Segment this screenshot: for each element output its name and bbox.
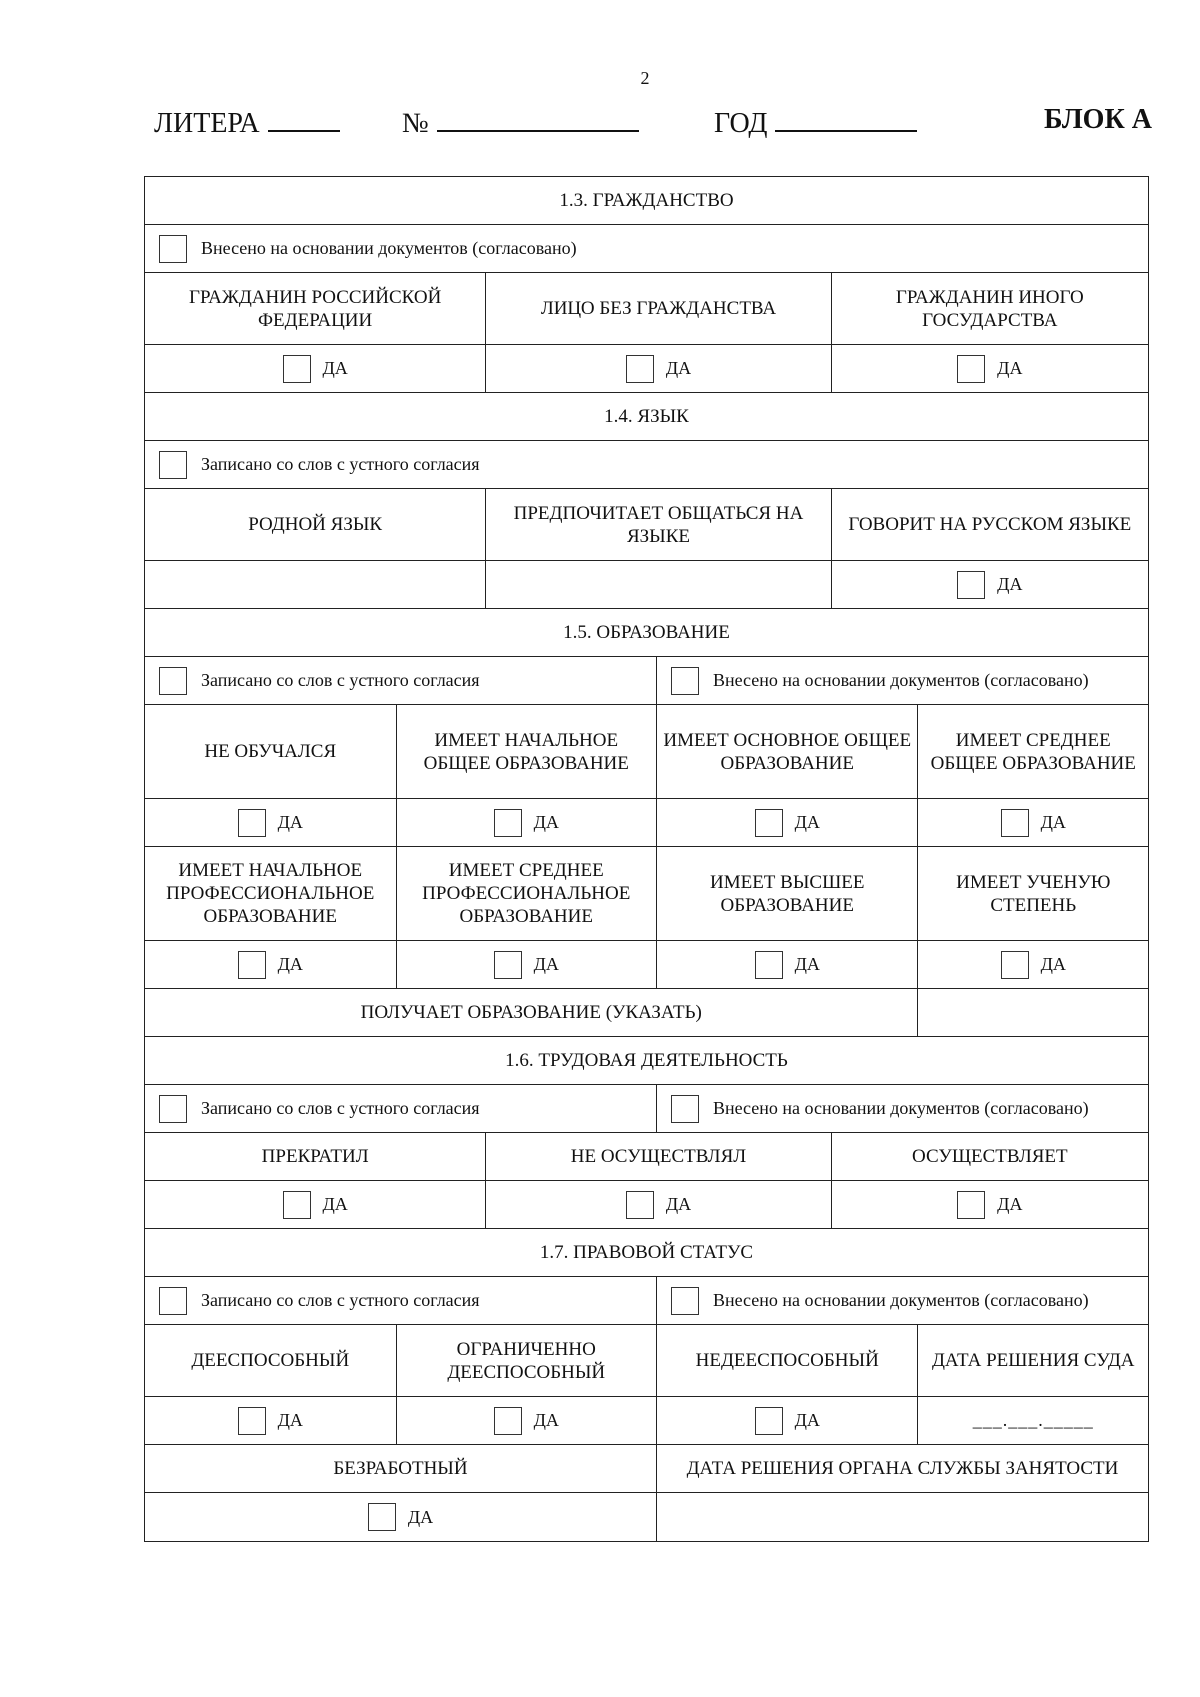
language-title: 1.4. ЯЗЫК [604, 406, 689, 427]
checkbox[interactable] [957, 1191, 985, 1219]
education-basic-yes[interactable] [657, 799, 918, 846]
legal-basis-docs[interactable] [657, 1277, 1148, 1324]
year-blank[interactable] [775, 104, 917, 132]
checkbox[interactable] [238, 951, 266, 979]
litera-field[interactable] [154, 104, 340, 140]
work-basis-oral[interactable] [145, 1085, 657, 1132]
yes-label: ДА [794, 954, 820, 974]
checkbox[interactable] [671, 1095, 699, 1123]
citizenship-col-stateless: ЛИЦО БЕЗ ГРАЖДАНСТВА [486, 273, 831, 344]
year-label: ГОД [714, 108, 768, 139]
checkbox[interactable] [283, 1191, 311, 1219]
citizenship-rf-yes[interactable] [145, 345, 486, 392]
checkbox[interactable] [159, 451, 187, 479]
language-basis[interactable] [145, 441, 1148, 488]
number-field[interactable] [402, 104, 639, 140]
russian-yes[interactable] [832, 561, 1148, 608]
education-col-higher: ИМЕЕТ ВЫСШЕЕ ОБРАЗОВАНИЕ [657, 847, 918, 940]
checkbox[interactable] [159, 235, 187, 263]
number-blank[interactable] [437, 104, 639, 132]
education-primary-prof-yes[interactable] [145, 941, 397, 988]
yes-label: ДА [1040, 812, 1066, 832]
unemployed-yes[interactable] [145, 1493, 657, 1541]
yes-label: ДА [407, 1506, 434, 1527]
language-col-russian: ГОВОРИТ НА РУССКОМ ЯЗЫКЕ [848, 514, 1132, 535]
yes-label: ДА [665, 1194, 692, 1214]
legal-col-capable: ДЕЕСПОСОБНЫЙ [145, 1325, 397, 1396]
education-col-primary-prof: ИМЕЕТ НАЧАЛЬНОЕ ПРОФЕССИОНАЛЬНОЕ ОБРАЗОВАНИЕ [145, 847, 397, 940]
court-date-blank: ___.___._____ [972, 1410, 1094, 1430]
checkbox[interactable] [159, 667, 187, 695]
education-none-yes[interactable] [145, 799, 397, 846]
checkbox[interactable] [755, 1407, 783, 1435]
legal-limited-yes[interactable] [397, 1397, 657, 1444]
education-studying-label: ПОЛУЧАЕТ ОБРАЗОВАНИЕ (УКАЗАТЬ) [145, 989, 918, 1036]
yes-label: ДА [533, 954, 559, 974]
checkbox[interactable] [494, 1407, 522, 1435]
checkbox[interactable] [626, 1191, 654, 1219]
checkbox[interactable] [1001, 951, 1029, 979]
education-title: 1.5. ОБРАЗОВАНИЕ [563, 622, 730, 643]
work-stopped-yes[interactable] [145, 1181, 486, 1228]
number-label: № [402, 108, 429, 139]
work-never-yes[interactable] [486, 1181, 831, 1228]
education-secondary-yes[interactable] [918, 799, 1148, 846]
education-degree-yes[interactable] [918, 941, 1148, 988]
checkbox[interactable] [626, 355, 654, 383]
unemployed-label: БЕЗРАБОТНЫЙ [145, 1445, 657, 1492]
native-language-field[interactable] [145, 561, 486, 608]
education-basis-docs[interactable] [657, 657, 1148, 704]
yes-label: ДА [794, 812, 820, 832]
yes-label: ДА [277, 1410, 303, 1430]
checkbox[interactable] [1001, 809, 1029, 837]
education-secondary-prof-yes[interactable] [397, 941, 657, 988]
citizenship-basis-label: Внесено на основании документов (согласовано) [201, 238, 577, 258]
language-col-preferred: ПРЕДПОЧИТАЕТ ОБЩАТЬСЯ НА ЯЗЫКЕ [486, 489, 831, 560]
checkbox[interactable] [159, 1287, 187, 1315]
work-col-working: ОСУЩЕСТВЛЯЕТ [912, 1146, 1068, 1167]
legal-title: 1.7. ПРАВОВОЙ СТАТУС [539, 1242, 754, 1263]
checkbox[interactable] [238, 809, 266, 837]
employment-date-label: ДАТА РЕШЕНИЯ ОРГАНА СЛУЖБЫ ЗАНЯТОСТИ [686, 1458, 1119, 1479]
language-basis-label: Записано со слов с устного согласия [201, 454, 480, 474]
education-col-secondary-prof: ИМЕЕТ СРЕДНЕЕ ПРОФЕССИОНАЛЬНОЕ ОБРАЗОВАНИЕ [397, 847, 657, 940]
checkbox[interactable] [957, 355, 985, 383]
court-date-field[interactable] [918, 1397, 1148, 1444]
form-table [144, 176, 1149, 1542]
yes-label: ДА [1040, 954, 1066, 974]
basis-oral-label: Записано со слов с устного согласия [201, 1098, 480, 1118]
page-number: 2 [640, 68, 650, 88]
education-col-primary: ИМЕЕТ НАЧАЛЬНОЕ ОБЩЕЕ ОБРАЗОВАНИЕ [397, 705, 657, 798]
work-title: 1.6. ТРУДОВАЯ ДЕЯТЕЛЬНОСТЬ [505, 1050, 788, 1071]
education-studying-field[interactable] [918, 989, 1148, 1036]
yes-label: ДА [533, 812, 559, 832]
checkbox[interactable] [755, 809, 783, 837]
legal-incapable-yes[interactable] [657, 1397, 918, 1444]
litera-blank[interactable] [268, 104, 340, 132]
education-primary-yes[interactable] [397, 799, 657, 846]
education-higher-yes[interactable] [657, 941, 918, 988]
yes-label: ДА [997, 574, 1023, 594]
work-col-stopped: ПРЕКРАТИЛ [145, 1133, 486, 1180]
checkbox[interactable] [957, 571, 985, 599]
education-col-secondary: ИМЕЕТ СРЕДНЕЕ ОБЩЕЕ ОБРАЗОВАНИЕ [930, 729, 1136, 774]
checkbox[interactable] [238, 1407, 266, 1435]
checkbox[interactable] [671, 667, 699, 695]
checkbox[interactable] [283, 355, 311, 383]
legal-col-incapable: НЕДЕЕСПОСОБНЫЙ [657, 1325, 918, 1396]
checkbox[interactable] [494, 809, 522, 837]
preferred-language-field[interactable] [486, 561, 831, 608]
citizenship-col-rf: ГРАЖДАНИН РОССИЙСКОЙ ФЕДЕРАЦИИ [145, 273, 486, 344]
checkbox[interactable] [494, 951, 522, 979]
employment-date-field[interactable] [657, 1493, 1148, 1541]
litera-label: ЛИТЕРА [154, 108, 260, 139]
work-col-never: НЕ ОСУЩЕСТВЛЯЛ [486, 1133, 831, 1180]
checkbox[interactable] [159, 1095, 187, 1123]
basis-oral-label: Записано со слов с устного согласия [201, 670, 480, 690]
yes-label: ДА [533, 1410, 559, 1430]
education-col-degree: ИМЕЕТ УЧЕНУЮ СТЕПЕНЬ [956, 871, 1111, 916]
legal-basis-oral[interactable] [145, 1277, 657, 1324]
legal-col-court-date: ДАТА РЕШЕНИЯ СУДА [931, 1350, 1135, 1371]
language-col-native: РОДНОЙ ЯЗЫК [145, 489, 486, 560]
checkbox[interactable] [671, 1287, 699, 1315]
year-field[interactable] [714, 104, 917, 140]
work-working-yes[interactable] [832, 1181, 1148, 1228]
basis-docs-label: Внесено на основании документов (согласовано) [712, 1290, 1089, 1310]
education-basis-oral[interactable] [145, 657, 657, 704]
checkbox[interactable] [755, 951, 783, 979]
legal-col-limited: ОГРАНИЧЕННО ДЕЕСПОСОБНЫЙ [397, 1325, 657, 1396]
yes-label: ДА [794, 1410, 820, 1430]
block-label: БЛОК А [1044, 104, 1152, 135]
citizenship-title: 1.3. ГРАЖДАНСТВО [559, 190, 734, 211]
yes-label: ДА [277, 812, 303, 832]
citizenship-foreign-yes[interactable] [832, 345, 1148, 392]
yes-label: ДА [665, 358, 692, 378]
work-basis-docs[interactable] [657, 1085, 1148, 1132]
citizenship-col-foreign: ГРАЖДАНИН ИНОГО ГОСУДАРСТВА [895, 286, 1084, 331]
yes-label: ДА [997, 358, 1023, 378]
education-col-none: НЕ ОБУЧАЛСЯ [145, 705, 397, 798]
citizenship-stateless-yes[interactable] [486, 345, 831, 392]
basis-oral-label: Записано со слов с устного согласия [201, 1290, 480, 1310]
education-col-basic: ИМЕЕТ ОСНОВНОЕ ОБЩЕЕ ОБРАЗОВАНИЕ [657, 705, 918, 798]
yes-label: ДА [277, 954, 303, 974]
basis-docs-label: Внесено на основании документов (согласовано) [712, 670, 1089, 690]
legal-capable-yes[interactable] [145, 1397, 397, 1444]
basis-docs-label: Внесено на основании документов (согласовано) [712, 1098, 1089, 1118]
yes-label: ДА [997, 1194, 1023, 1214]
yes-label: ДА [322, 1194, 348, 1214]
citizenship-basis[interactable] [145, 225, 1148, 272]
yes-label: ДА [322, 358, 348, 378]
checkbox[interactable] [368, 1503, 396, 1531]
